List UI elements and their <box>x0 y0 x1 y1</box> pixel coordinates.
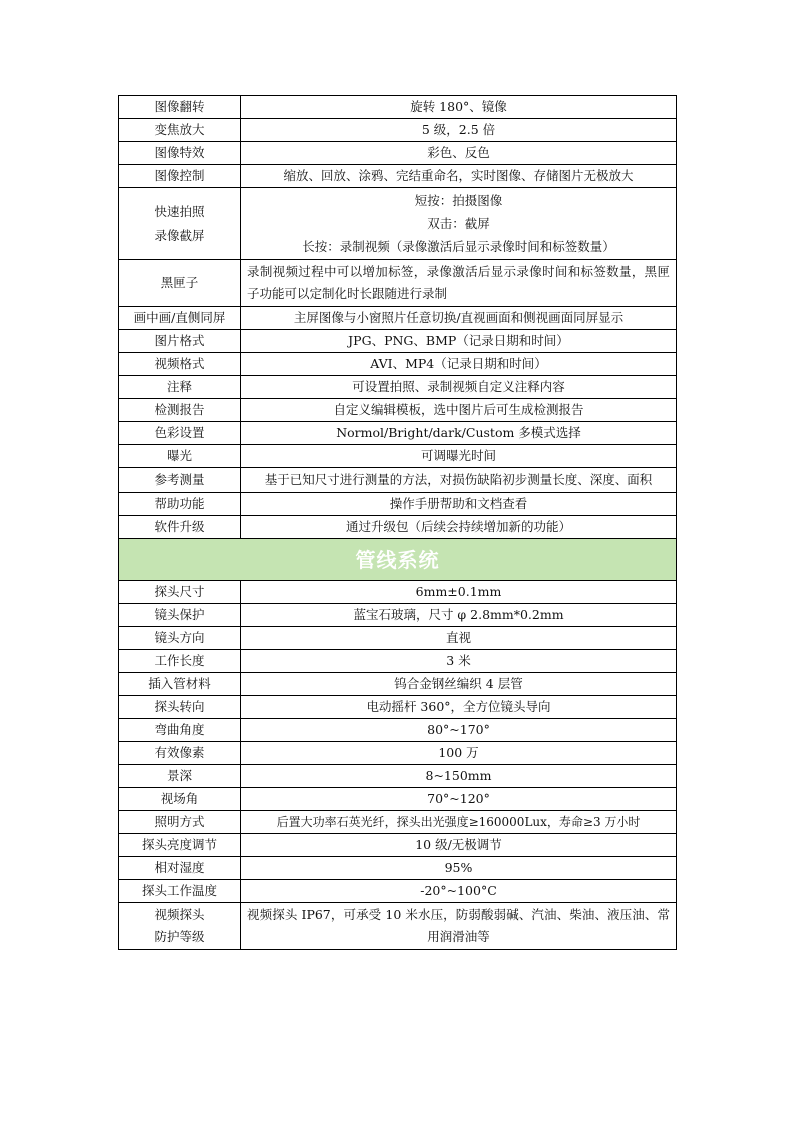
row-label <box>119 903 241 950</box>
row-label: 黑匣子 <box>119 260 241 307</box>
row-label: 工作长度 <box>119 650 241 673</box>
table-row <box>119 422 677 445</box>
row-value-line: 双击：截屏 <box>427 216 490 231</box>
table-row <box>119 765 677 788</box>
table-row <box>119 627 677 650</box>
section-title: 管线系统 <box>119 539 677 581</box>
section-header-row <box>119 539 677 581</box>
spec-table <box>118 95 677 950</box>
row-value: AVI、MP4（记录日期和时间） <box>241 353 677 376</box>
table-row <box>119 142 677 165</box>
row-value: -20°~100°C <box>241 880 677 903</box>
row-value: 6mm±0.1mm <box>241 581 677 604</box>
row-value-line: 长按：录制视频（录像激活后显示录像时间和标签数量） <box>302 239 615 254</box>
row-label: 帮助功能 <box>119 493 241 516</box>
row-label <box>119 188 241 260</box>
table-row <box>119 903 677 950</box>
table-row <box>119 445 677 468</box>
row-label-line: 防护等级 <box>154 929 205 944</box>
row-label: 色彩设置 <box>119 422 241 445</box>
table-row <box>119 604 677 627</box>
table-row <box>119 188 677 260</box>
row-value: 可调曝光时间 <box>241 445 677 468</box>
row-value: 缩放、回放、涂鸦、完结重命名，实时图像、存储图片无极放大 <box>241 165 677 188</box>
row-label: 变焦放大 <box>119 119 241 142</box>
row-value: 录制视频过程中可以增加标签，录像激活后显示录像时间和标签数量，黑匣子功能可以定制化时长跟随进行录制 <box>241 260 677 307</box>
table-row <box>119 307 677 330</box>
row-label: 相对湿度 <box>119 857 241 880</box>
row-value: 钨合金钢丝编织 4 层管 <box>241 673 677 696</box>
table-row <box>119 834 677 857</box>
row-value: 80°~170° <box>241 719 677 742</box>
table-row <box>119 493 677 516</box>
row-label: 注释 <box>119 376 241 399</box>
row-value: 10 级/无极调节 <box>241 834 677 857</box>
row-label-line: 视频探头 <box>154 907 205 922</box>
row-value: 通过升级包（后续会持续增加新的功能） <box>241 516 677 539</box>
row-value <box>241 188 677 260</box>
table-row <box>119 330 677 353</box>
table-row <box>119 673 677 696</box>
row-value: 8~150mm <box>241 765 677 788</box>
row-value: 蓝宝石玻璃，尺寸 φ 2.8mm*0.2mm <box>241 604 677 627</box>
table-row <box>119 719 677 742</box>
row-label: 视频格式 <box>119 353 241 376</box>
row-value: 可设置拍照、录制视频自定义注释内容 <box>241 376 677 399</box>
row-label: 插入管材料 <box>119 673 241 696</box>
row-label: 镜头方向 <box>119 627 241 650</box>
row-label: 镜头保护 <box>119 604 241 627</box>
row-value: 直视 <box>241 627 677 650</box>
row-label: 探头尺寸 <box>119 581 241 604</box>
row-label-line: 快速拍照 <box>154 203 205 219</box>
table-row <box>119 742 677 765</box>
row-value: 主屏图像与小窗照片任意切换/直视画面和侧视画面同屏显示 <box>241 307 677 330</box>
row-value: 自定义编辑模板，选中图片后可生成检测报告 <box>241 399 677 422</box>
table-row <box>119 516 677 539</box>
table-row <box>119 399 677 422</box>
row-value-line: 短按：拍摄图像 <box>414 193 503 208</box>
row-value: Normol/Bright/dark/Custom 多模式选择 <box>241 422 677 445</box>
row-label: 弯曲角度 <box>119 719 241 742</box>
table-row <box>119 260 677 307</box>
row-value: 电动摇杆 360°，全方位镜头导向 <box>241 696 677 719</box>
table-row <box>119 857 677 880</box>
row-value: 100 万 <box>241 742 677 765</box>
table-row <box>119 353 677 376</box>
row-value: 95% <box>241 857 677 880</box>
row-value: 操作手册帮助和文档查看 <box>241 493 677 516</box>
row-value: 3 米 <box>241 650 677 673</box>
table-row <box>119 811 677 834</box>
row-value: 基于已知尺寸进行测量的方法，对损伤缺陷初步测量长度、深度、面积 <box>241 468 677 493</box>
table-row <box>119 119 677 142</box>
table-row <box>119 880 677 903</box>
row-label: 图片格式 <box>119 330 241 353</box>
table-row <box>119 468 677 493</box>
row-label: 探头亮度调节 <box>119 834 241 857</box>
row-value: 后置大功率石英光纤，探头出光强度≥160000Lux，寿命≥3 万小时 <box>241 811 677 834</box>
table-row <box>119 788 677 811</box>
row-label: 有效像素 <box>119 742 241 765</box>
row-label: 图像翻转 <box>119 96 241 119</box>
row-value: 彩色、反色 <box>241 142 677 165</box>
table-row <box>119 581 677 604</box>
spec-table-body <box>119 96 677 950</box>
row-label: 探头转向 <box>119 696 241 719</box>
table-row <box>119 696 677 719</box>
row-label: 曝光 <box>119 445 241 468</box>
row-value: JPG、PNG、BMP（记录日期和时间） <box>241 330 677 353</box>
row-label: 视场角 <box>119 788 241 811</box>
row-value: 视频探头 IP67，可承受 10 米水压，防弱酸弱碱、汽油、柴油、液压油、常用润滑油等 <box>241 903 677 950</box>
row-value: 5 级，2.5 倍 <box>241 119 677 142</box>
table-row <box>119 165 677 188</box>
table-row <box>119 376 677 399</box>
row-label: 画中画/直侧同屏 <box>119 307 241 330</box>
row-value: 旋转 180°、镜像 <box>241 96 677 119</box>
row-label: 参考测量 <box>119 468 241 493</box>
table-row <box>119 96 677 119</box>
row-label: 景深 <box>119 765 241 788</box>
row-label: 照明方式 <box>119 811 241 834</box>
row-label: 检测报告 <box>119 399 241 422</box>
row-label: 软件升级 <box>119 516 241 539</box>
table-row <box>119 650 677 673</box>
row-value: 70°~120° <box>241 788 677 811</box>
row-label: 探头工作温度 <box>119 880 241 903</box>
row-label-line: 录像截屏 <box>154 227 205 243</box>
row-label: 图像控制 <box>119 165 241 188</box>
row-label: 图像特效 <box>119 142 241 165</box>
